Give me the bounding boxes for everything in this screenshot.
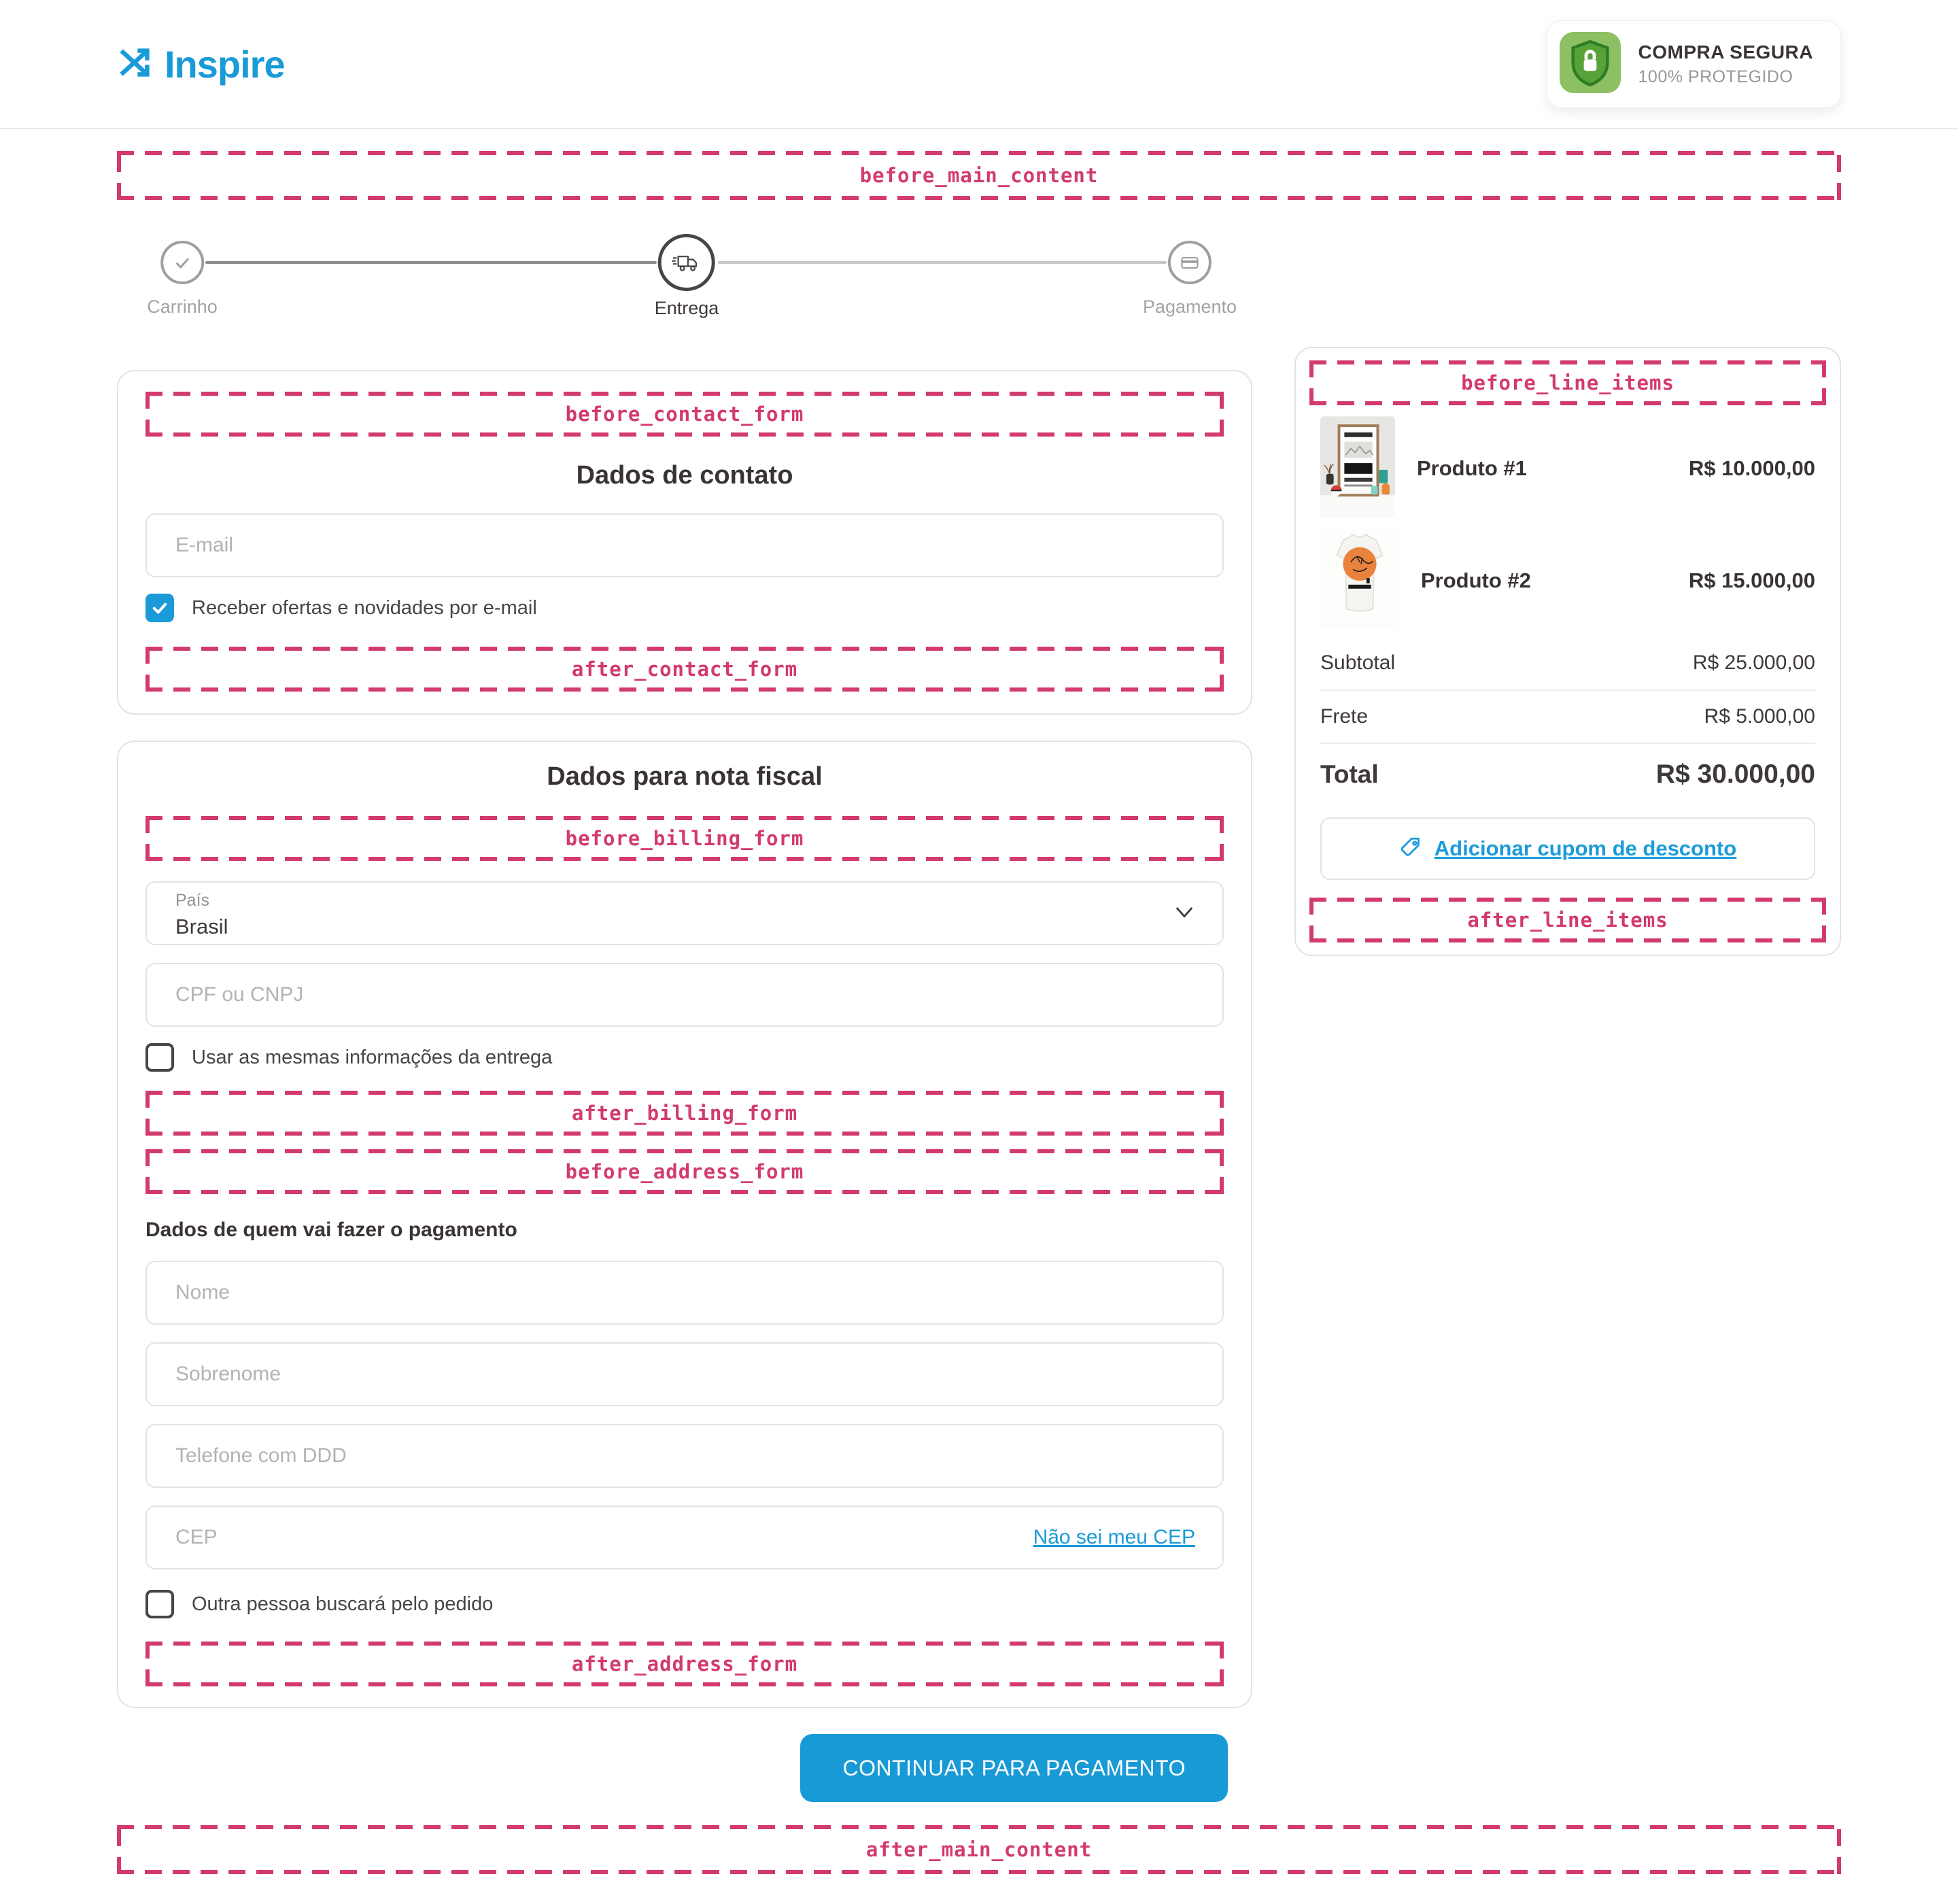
chevron-down-icon <box>1175 906 1194 923</box>
pickup-label: Outra pessoa buscará pelo pedido <box>192 1593 494 1615</box>
continue-to-payment-button[interactable]: CONTINUAR PARA PAGAMENTO <box>800 1734 1228 1802</box>
same-info-checkbox[interactable] <box>145 1043 174 1072</box>
pickup-option <box>145 1590 1224 1618</box>
checkout-stepper <box>117 234 1252 347</box>
total-value: R$ 30.000,00 <box>1655 760 1815 789</box>
newsletter-checkbox[interactable] <box>145 594 174 622</box>
name-input[interactable] <box>145 1261 1224 1325</box>
cep-helper-link[interactable]: Não sei meu CEP <box>1033 1526 1195 1548</box>
secure-purchase-badge <box>1547 20 1841 108</box>
line-item-name: Produto #1 <box>1417 456 1527 480</box>
contact-form-card <box>117 370 1252 715</box>
check-icon <box>160 241 204 284</box>
step-entrega[interactable]: Entrega <box>655 234 719 319</box>
slot-after-line-items: after_line_items <box>1309 898 1826 942</box>
line-item-price: R$ 15.000,00 <box>1688 568 1815 592</box>
newsletter-label: Receber ofertas e novidades por e-mail <box>192 596 537 619</box>
add-coupon-button[interactable] <box>1320 817 1815 880</box>
credit-card-icon <box>1168 241 1212 284</box>
tag-icon <box>1399 836 1422 862</box>
step-carrinho[interactable]: Carrinho <box>147 234 218 318</box>
total-label: Total <box>1320 760 1379 788</box>
slot-before-billing-form: before_billing_form <box>145 816 1224 861</box>
add-coupon-label: Adicionar cupom de desconto <box>1434 836 1737 860</box>
email-input[interactable] <box>145 513 1224 577</box>
brand-name: Inspire <box>165 42 285 86</box>
line-item <box>1320 412 1815 524</box>
subtotal-label: Subtotal <box>1320 651 1396 674</box>
step-pagamento[interactable]: Pagamento <box>1143 234 1237 318</box>
shipping-row <box>1320 690 1815 743</box>
shield-lock-icon <box>1560 32 1621 97</box>
header <box>0 0 1958 129</box>
slot-after-address-form: after_address_form <box>145 1642 1224 1686</box>
document-input[interactable] <box>145 963 1224 1027</box>
country-select[interactable] <box>145 881 1224 945</box>
slot-after-main-content: after_main_content <box>117 1825 1841 1874</box>
same-info-label: Usar as mesmas informações da entrega <box>192 1046 553 1068</box>
stepper-line-todo <box>718 261 1167 264</box>
secure-badge-title: COMPRA SEGURA <box>1638 41 1813 63</box>
billing-form-title: Dados para nota fiscal <box>547 762 823 791</box>
same-info-option <box>145 1043 1224 1072</box>
address-form-title: Dados de quem vai fazer o pagamento <box>145 1219 517 1241</box>
product-image-poster <box>1320 416 1395 520</box>
order-summary-card <box>1294 347 1841 956</box>
newsletter-option <box>145 594 1224 622</box>
truck-icon <box>658 234 715 291</box>
shuffle-arrows-icon <box>117 45 152 84</box>
surname-input[interactable] <box>145 1342 1224 1406</box>
line-item-price: R$ 10.000,00 <box>1688 456 1815 480</box>
slot-before-main-content: before_main_content <box>117 151 1841 200</box>
main-content <box>0 129 1958 1874</box>
shipping-label: Frete <box>1320 705 1369 728</box>
product-image-tshirt <box>1320 528 1399 632</box>
secure-badge-subtitle: 100% PROTEGIDO <box>1638 67 1793 86</box>
line-item-name: Produto #2 <box>1421 568 1531 592</box>
total-row <box>1320 743 1815 805</box>
pickup-checkbox[interactable] <box>145 1590 174 1618</box>
slot-before-line-items: before_line_items <box>1309 360 1826 405</box>
line-item <box>1320 524 1815 636</box>
slot-after-contact-form: after_contact_form <box>145 647 1224 692</box>
brand-logo[interactable] <box>117 42 285 86</box>
country-select-label: País <box>175 891 210 910</box>
phone-input[interactable] <box>145 1424 1224 1488</box>
subtotal-row <box>1320 636 1815 690</box>
cep-field-wrap <box>145 1506 1224 1569</box>
billing-address-card <box>117 741 1252 1708</box>
country-select-value: Brasil <box>175 915 228 938</box>
shipping-value: R$ 5.000,00 <box>1704 705 1815 728</box>
contact-form-title: Dados de contato <box>576 461 793 490</box>
subtotal-value: R$ 25.000,00 <box>1692 651 1815 674</box>
stepper-line-done <box>205 261 657 264</box>
slot-after-billing-form: after_billing_form <box>145 1091 1224 1136</box>
slot-before-contact-form: before_contact_form <box>145 392 1224 437</box>
slot-before-address-form: before_address_form <box>145 1149 1224 1194</box>
